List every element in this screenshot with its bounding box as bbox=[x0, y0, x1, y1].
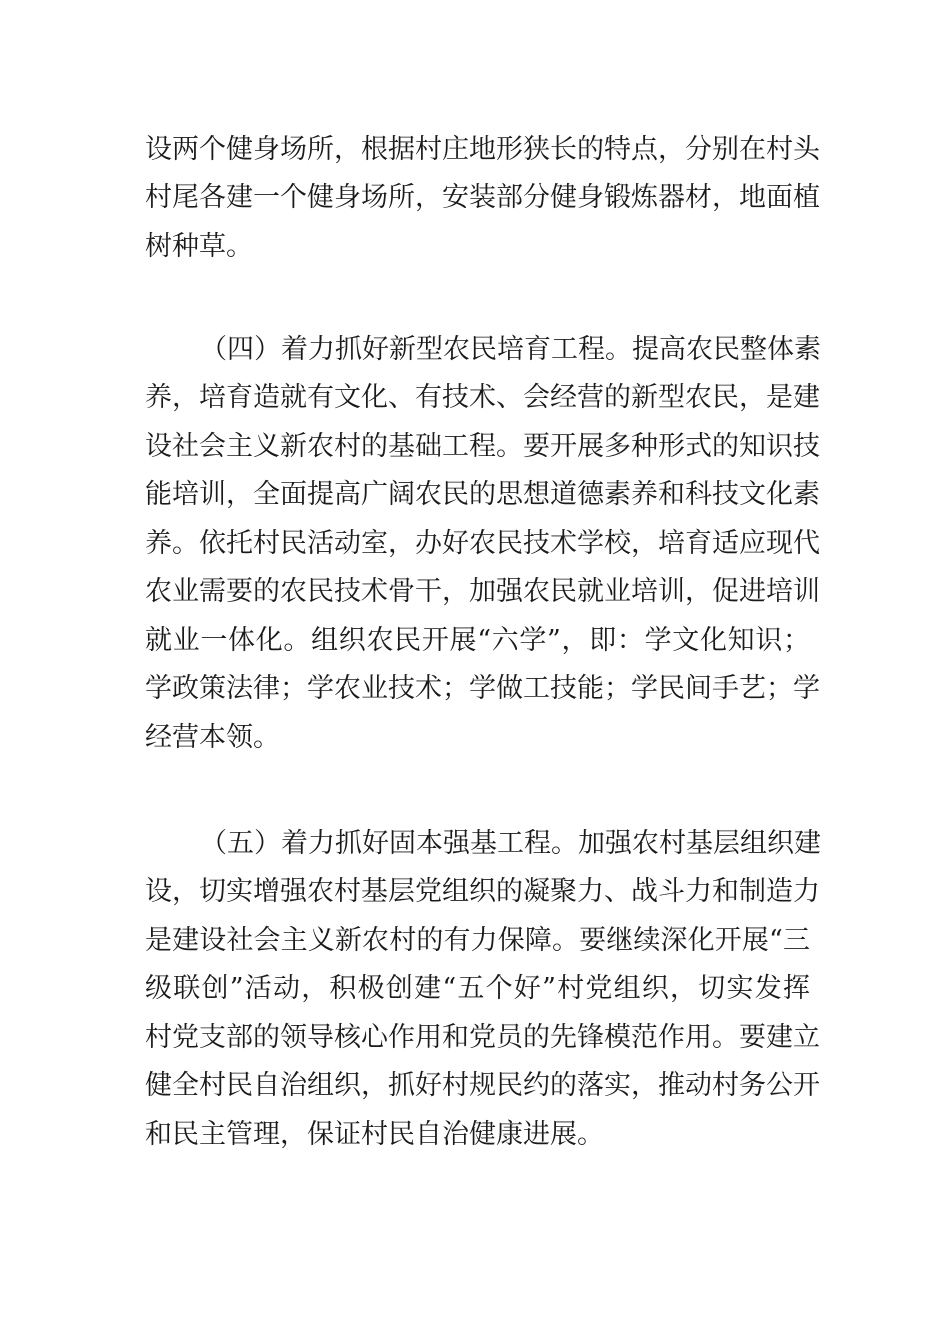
text-line: 设两个健身场所，根据村庄地形狭长的特点，分别在村头 bbox=[145, 134, 820, 165]
text-line: 设，切实增强农村基层党组织的凝聚力、战斗力和制造力 bbox=[145, 876, 820, 907]
text-line: 村党支部的领导核心作用和党员的先锋模范作用。要建立 bbox=[145, 1022, 820, 1053]
text-line: 养，培育造就有文化、有技术、会经营的新型农民，是建 bbox=[145, 382, 820, 413]
text-line: 养。依托村民活动室，办好农民技术学校，培育适应现代 bbox=[145, 528, 820, 559]
text-line: （五）着力抓好固本强基工程。加强农村基层组织建 bbox=[200, 828, 821, 859]
text-line: 是建设社会主义新农村的有力保障。要继续深化开展“三 bbox=[145, 925, 810, 956]
text-line: 和民主管理，保证村民自治健康进展。 bbox=[145, 1119, 604, 1150]
text-line: 能培训，全面提高广阔农民的思想道德素养和科技文化素 bbox=[145, 479, 820, 510]
text-line: 设社会主义新农村的基础工程。要开展多种形式的知识技 bbox=[145, 431, 820, 462]
text-line: 农业需要的农民技术骨干，加强农民就业培训，促进培训 bbox=[145, 576, 820, 607]
text-line: （四）着力抓好新型农民培育工程。提高农民整体素 bbox=[200, 334, 821, 365]
text-line: 树种草。 bbox=[145, 231, 253, 262]
text-line: 村尾各建一个健身场所，安装部分健身锻炼器材，地面植 bbox=[145, 182, 820, 213]
text-line: 健全村民自治组织，抓好村规民约的落实，推动村务公开 bbox=[145, 1070, 820, 1101]
text-line: 级联创”活动，积极创建“五个好”村党组织，切实发挥 bbox=[145, 973, 810, 1004]
text-line: 就业一体化。组织农民开展“六学”，即：学文化知识； bbox=[145, 625, 810, 656]
text-line: 经营本领。 bbox=[145, 722, 280, 753]
text-line: 学政策法律；学农业技术；学做工技能；学民间手艺；学 bbox=[145, 673, 820, 704]
